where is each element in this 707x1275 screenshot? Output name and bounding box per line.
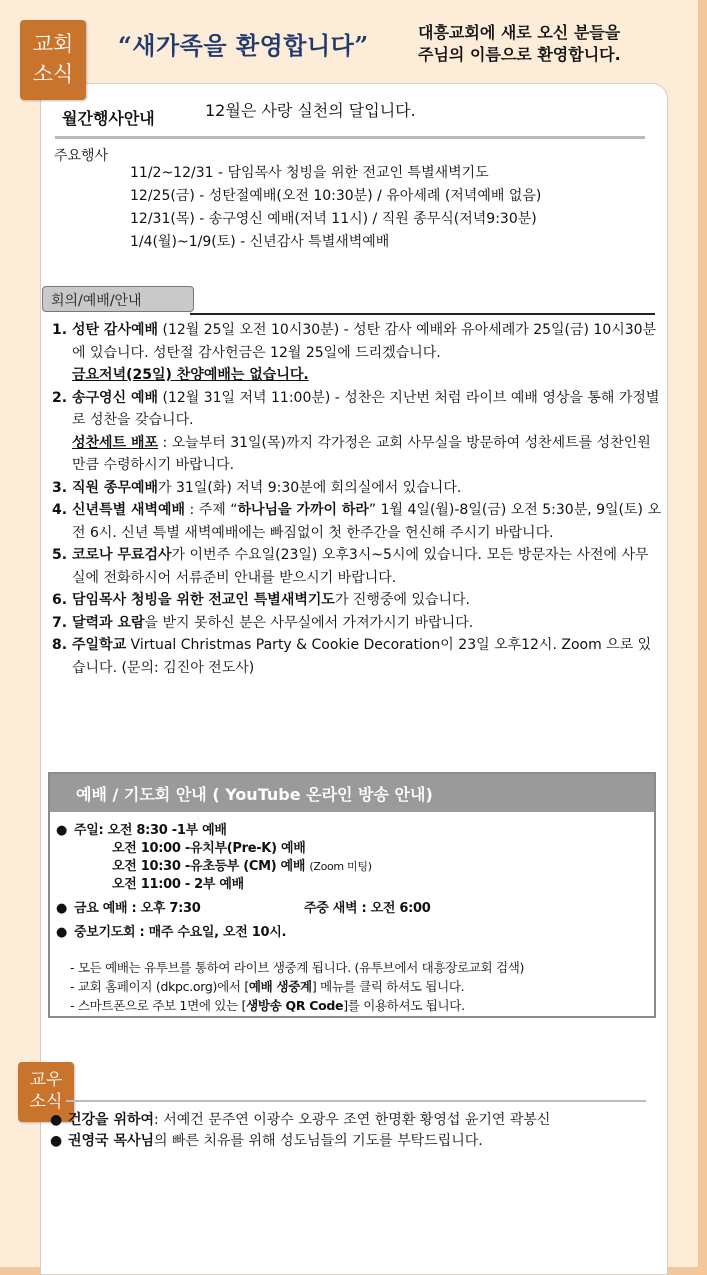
- member-news-tag-line2: 소식: [29, 1092, 63, 1112]
- bullet-icon: ●: [56, 823, 68, 838]
- prayer-item: [50, 1110, 550, 1131]
- notice-text: 가 이번주 수요일(23일) 오후3시~5시에 있습니다. 모든 방문자는 사전에 사무실에 전화하시어 서류준비 안내를 받으시기 바랍니다.: [72, 547, 649, 586]
- church-news-tag-line1: 교회: [32, 32, 74, 56]
- notice-heading: 성탄 감사예배: [72, 322, 159, 338]
- notice-emphasis: 금요저녁(25일) 찬양예배는 없습니다.: [72, 367, 309, 383]
- notice-heading: 주일학교: [72, 637, 127, 653]
- notice-text: : 주제 “: [185, 502, 238, 518]
- qr-code-label: 생방송 QR Code: [246, 998, 344, 1013]
- notice-heading: 달력과 요람: [72, 614, 145, 631]
- notice-text: 을 받지 못하신 분은 사무실에서 가져가시기 바랍니다.: [144, 614, 474, 631]
- friday-service: 금요 예배 : 오후 7:30: [74, 901, 201, 916]
- worship-schedule-title: 예배 / 기도회 안내 ( YouTube 온라인 방송 안내): [50, 774, 654, 812]
- service-time: 오전 11:00 - 2부 예배: [112, 877, 244, 892]
- notice-text: (12월 31일 저녁 11:00분) - 성찬은 지난번 처럼 라이브 예배 영상을 통해 가정별로 성찬을 갖습니다.: [72, 389, 660, 428]
- service-time-row: [56, 858, 646, 876]
- welcome-message-line1: 대흥교회에 새로 오신 분들을: [418, 23, 621, 42]
- divider: [55, 136, 645, 139]
- bullet-icon: ●: [50, 1112, 63, 1128]
- event-item: 12/31(목) - 송구영신 예배(저녁 11시) / 직원 종무식(저녁9:30분): [130, 211, 537, 227]
- service-time: 오전 10:00 -유치부(Pre-K) 예배: [112, 841, 306, 856]
- prayer-text: 의 빠른 치유를 위해 성도님들의 기도를 부탁드립니다.: [154, 1133, 483, 1149]
- livestream-menu-label: 예배 생중계: [248, 979, 312, 994]
- notice-text: Virtual Christmas Party & Cookie Decoration이 23일 오후12시. Zoom 으로 있습니다. (문의: 김진아 전도사): [72, 637, 652, 676]
- divider: [66, 1100, 646, 1102]
- broadcast-note: - 모든 예배는 유투브를 통하여 라이브 생중계 됩니다. (유투브에서 대흥장로교회 검색): [70, 960, 525, 975]
- intercession-service: 중보기도회 : 매주 수요일, 오전 10시.: [74, 925, 287, 940]
- divider: [190, 313, 655, 315]
- notices-section-tab: 회의/예배/안내: [42, 286, 194, 312]
- notice-heading: 코로나 무료검사: [72, 547, 172, 563]
- notice-body: [72, 634, 662, 679]
- dawn-service: 주중 새벽 : 오전 6:00: [304, 901, 431, 916]
- major-events-label: 주요행사: [54, 148, 109, 164]
- notice-body: [72, 589, 662, 612]
- notice-body: [72, 612, 662, 635]
- notice-heading: 신년특별 새벽예배: [72, 502, 186, 518]
- prayer-heading: 건강을 위하여: [68, 1112, 155, 1128]
- notice-number: 3.: [52, 479, 68, 496]
- notice-body: [72, 499, 662, 544]
- welcome-message-line2: 주님의 이름으로 환영합니다.: [418, 45, 621, 64]
- service-time: 오전 10:30 -유초등부 (CM) 예배: [112, 859, 306, 874]
- notice-item: [52, 319, 662, 387]
- notice-text: : 오늘부터 31일(목)까지 각가정은 교회 사무실을 방문하여 성찬세트를 성찬인원 만큼 수령하시기 바랍니다.: [72, 434, 651, 473]
- broadcast-notes: [70, 958, 524, 1015]
- event-item: 11/2~12/31 - 담임목사 청빙을 위한 전교인 특별새벽기도: [130, 165, 489, 181]
- bullet-icon: ●: [50, 1133, 63, 1149]
- notice-body: [72, 544, 662, 589]
- notice-emphasis: 성찬세트 배포: [72, 434, 159, 451]
- notice-heading: 담임목사 청빙을 위한 전교인 특별새벽기도: [72, 592, 335, 608]
- notice-number: 2.: [52, 389, 68, 406]
- prayer-heading: 권영국 목사님: [68, 1133, 155, 1149]
- notice-item: [52, 499, 662, 544]
- broadcast-note: - 교회 홈페이지 (dkpc.org)에서 [예배 생중계] 메뉴를 클릭 하셔도 됩니다.: [70, 979, 465, 994]
- notice-theme: 하나님을 가까이 하라: [237, 502, 369, 518]
- prayer-item: [50, 1131, 550, 1152]
- sunday-service-row: [56, 822, 646, 840]
- weekly-service-row: [56, 900, 646, 918]
- event-item: 1/4(월)~1/9(토) - 신년감사 특별새벽예배: [130, 234, 390, 250]
- worship-schedule-list: [56, 822, 646, 942]
- worship-schedule-box: [48, 772, 656, 1018]
- notice-item: [52, 589, 662, 612]
- notice-item: [52, 477, 662, 500]
- notice-number: 5.: [52, 547, 68, 563]
- notice-text: 가 31일(화) 저녁 9:30분에 회의실에서 있습니다.: [158, 479, 462, 496]
- prayer-names: : 서예건 문주연 이광수 오광우 조연 한명환 황영섭 윤기연 곽봉신: [154, 1112, 551, 1128]
- notice-number: 4.: [52, 502, 68, 518]
- broadcast-note: - 스마트폰으로 주보 1면에 있는 [생방송 QR Code]를 이용하셔도 됩니다.: [70, 998, 465, 1013]
- member-news-tag-line1: 교우: [29, 1070, 63, 1090]
- bullet-icon: ●: [56, 925, 68, 940]
- church-news-tag: [20, 20, 86, 100]
- notice-item: [52, 387, 662, 477]
- monthly-theme: 12월은 사랑 실천의 달입니다.: [205, 101, 416, 120]
- notice-text: 가 진행중에 있습니다.: [334, 592, 471, 608]
- welcome-title: “새가족을 환영합니다”: [118, 31, 369, 60]
- service-time: 주일: 오전 8:30 -1부 예배: [74, 823, 227, 838]
- welcome-message: [418, 22, 668, 66]
- events-list: [130, 162, 541, 254]
- prayer-requests: [50, 1110, 550, 1152]
- notice-body: [72, 387, 662, 477]
- notice-heading: 송구영신 예배: [72, 389, 159, 406]
- bullet-icon: ●: [56, 901, 68, 916]
- notice-number: 1.: [52, 322, 68, 338]
- notice-body: [72, 477, 662, 500]
- zoom-note: (Zoom 미팅): [309, 860, 372, 873]
- notice-text: ” 1월 4일(월)-8일(금) 오전 5:30분, 9일(토) 오전 6시. 신년 특별 새벽예배에는 빠짐없이 첫 한주간을 헌신해 주시기 바랍니다.: [72, 502, 661, 541]
- decorative-right-strip: [698, 0, 707, 1275]
- notice-item: [52, 634, 662, 679]
- notice-number: 8.: [52, 637, 68, 653]
- event-item: 12/25(금) - 성탄절예배(오전 10:30분) / 유아세례 (저녁예배 없음): [130, 188, 542, 204]
- intercession-row: [56, 924, 646, 942]
- notice-item: [52, 612, 662, 635]
- church-news-tag-line2: 소식: [32, 62, 74, 86]
- notice-text: (12월 25일 오전 10시30분) - 성탄 감사 예배와 유아세례가 25일(금) 10시30분에 있습니다. 성탄절 감사헌금은 12월 25일에 드리겠습니다.: [72, 322, 657, 361]
- notices-list: [52, 319, 662, 679]
- notice-body: [72, 319, 662, 387]
- bulletin-card: [40, 83, 668, 1275]
- notice-number: 7.: [52, 614, 68, 631]
- notice-item: [52, 544, 662, 589]
- monthly-events-title: 월간행사안내: [62, 109, 155, 128]
- notice-number: 6.: [52, 592, 68, 608]
- notice-heading: 직원 종무예배: [72, 479, 159, 496]
